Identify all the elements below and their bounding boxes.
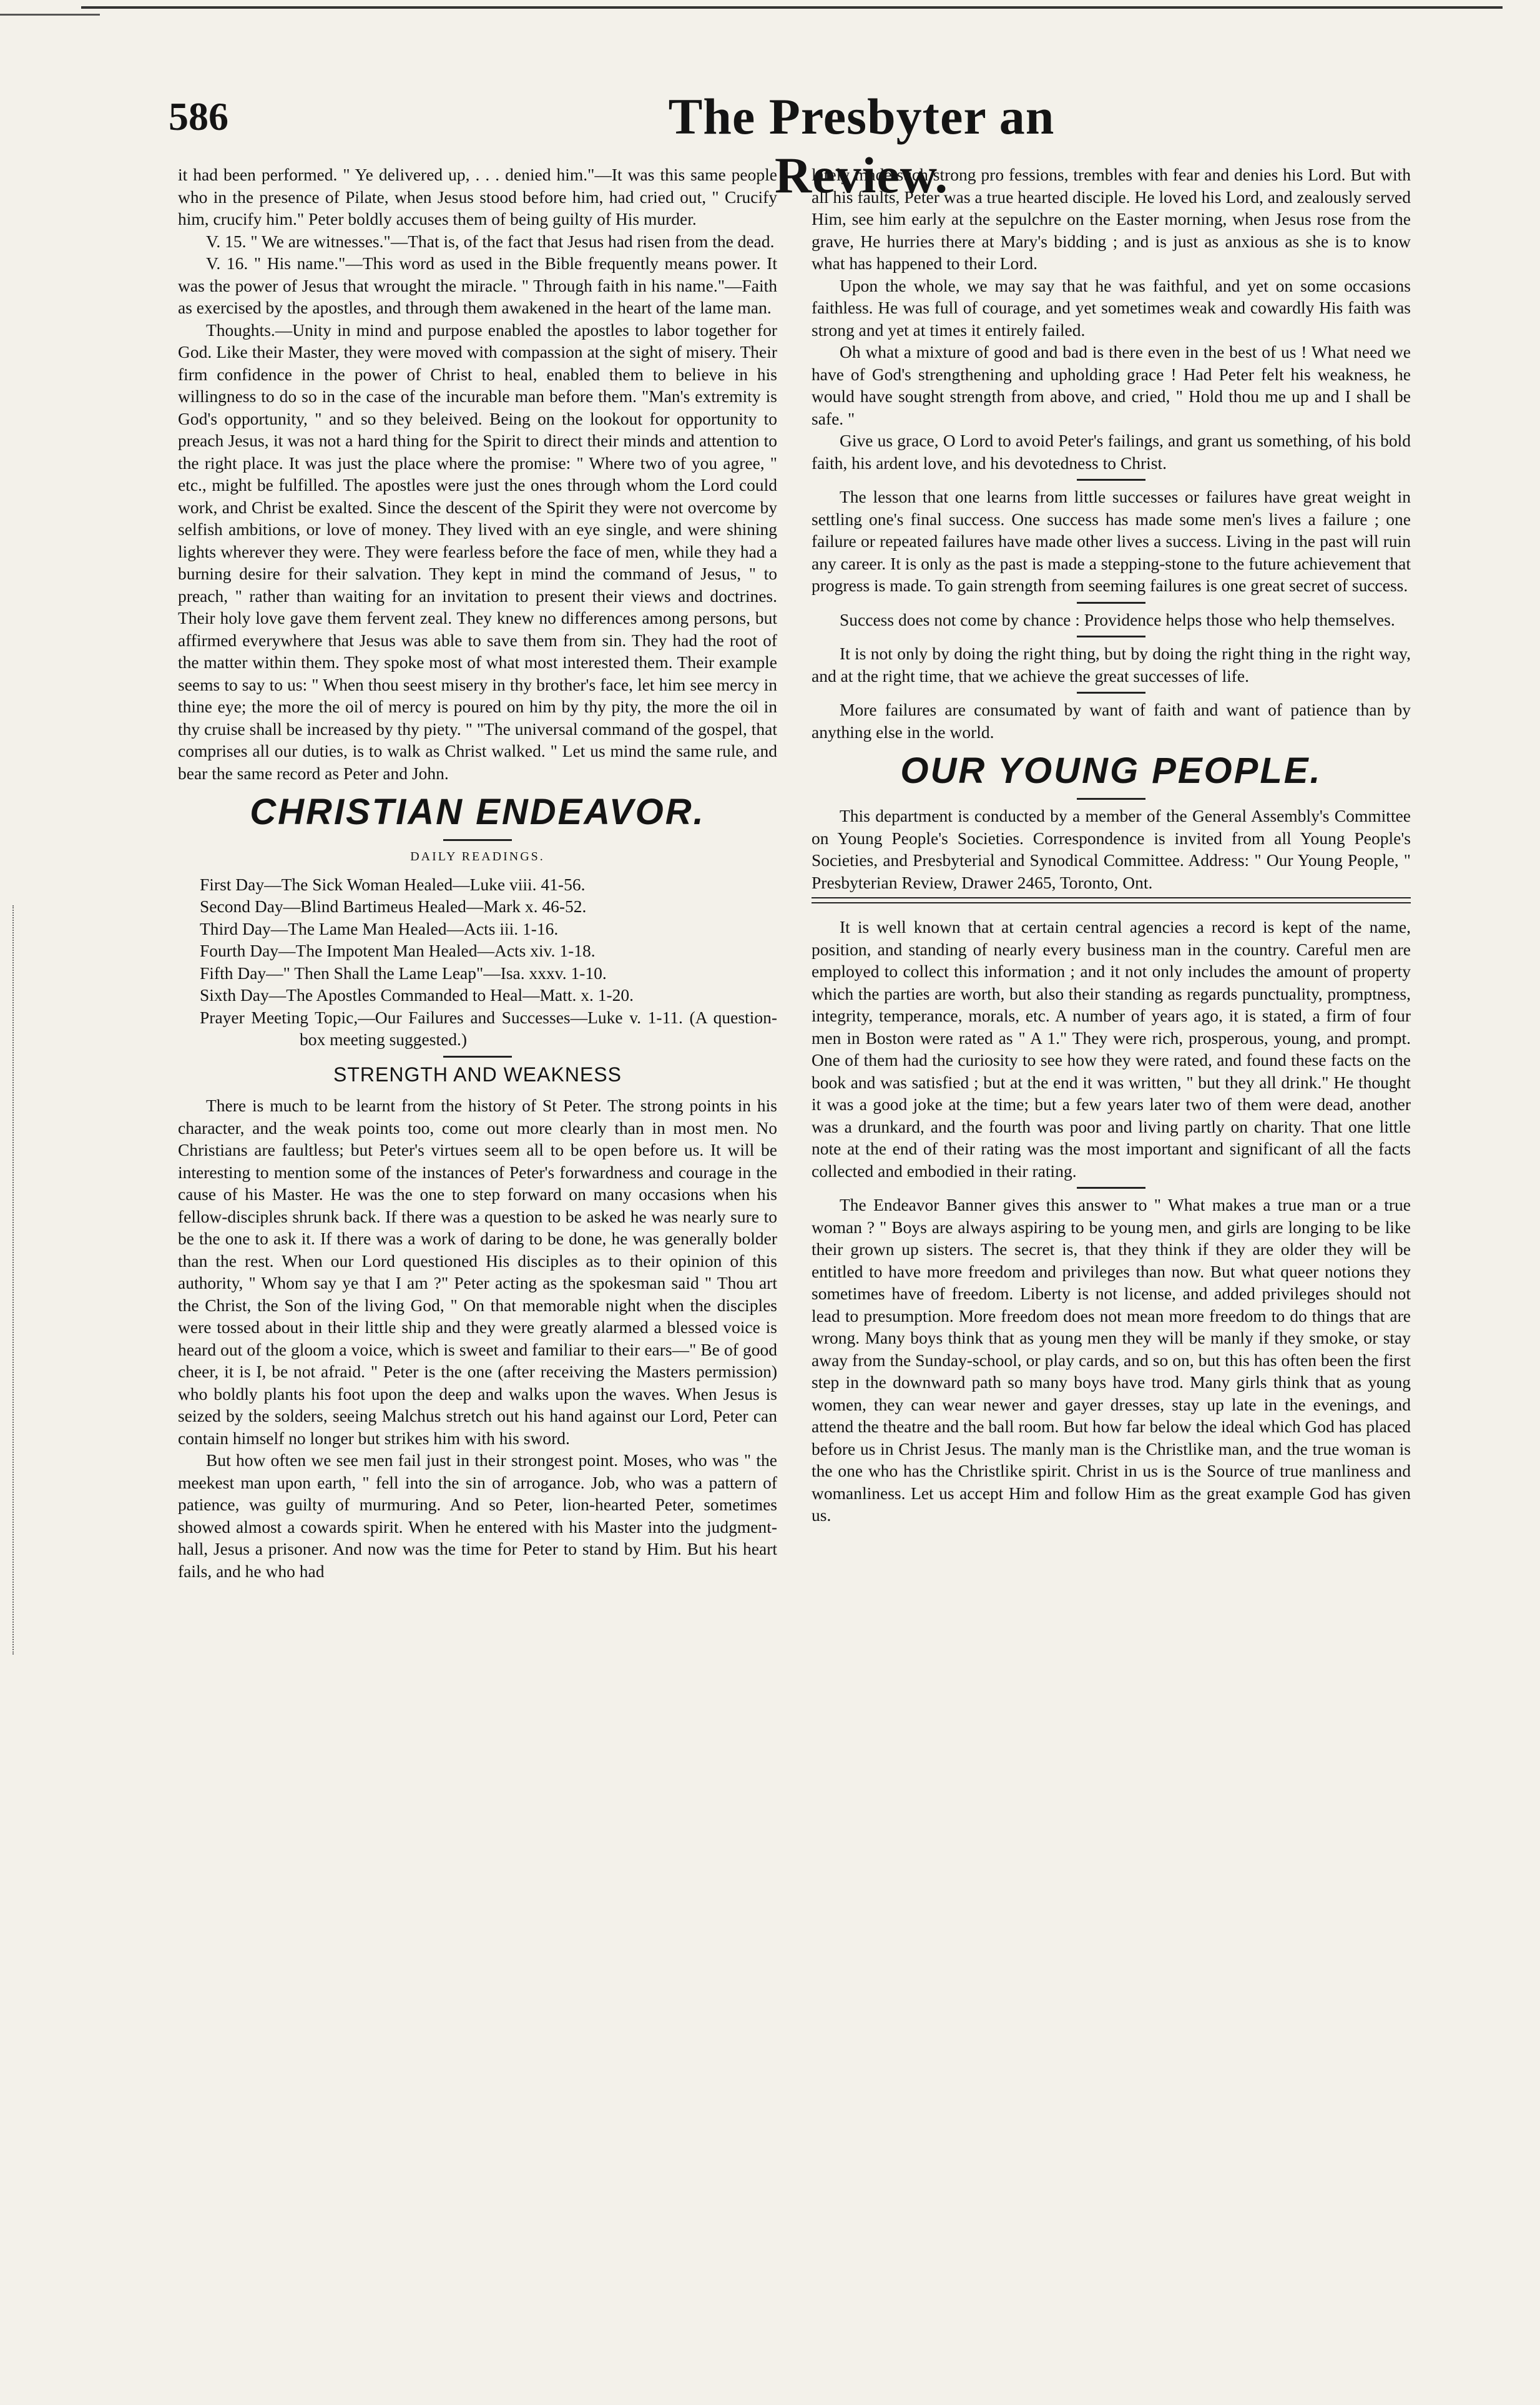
strength-weakness-heading: STRENGTH AND WEAKNESS — [333, 1063, 622, 1086]
divider — [443, 839, 512, 841]
article-paragraph: Upon the whole, we may say that he was faithful, and yet on some occasions faithless. He was full of courage, and yet sometimes weak and cowardly His faith was strong and yet at times it entirely failed. — [812, 275, 1411, 340]
note-paragraph: It is not only by doing the right thing, but by doing the right thing in the right way, and at the right time, that we achieve the great successes of life. — [812, 644, 1411, 686]
daily-readings-subhead: DAILY READINGS. — [410, 850, 545, 863]
reading-item: Sixth Day—The Apostles Commanded to Heal—Matt. x. 1-20. — [200, 985, 634, 1005]
top-border-rule — [81, 6, 1503, 9]
margin-marks — [12, 905, 22, 1655]
double-divider — [812, 897, 1411, 903]
department-intro: This department is conducted by a member of the General Assembly's Committee on Young People's Societies. Correspondence is invited from all Young People's Societies, and Presbyterial and Synodical Committee. Address: " Our Young People, " Presbyterian Review, Drawer 2465, Toronto, Ont. — [812, 806, 1411, 892]
reading-item: Fifth Day—" Then Shall the Lame Leap"—Isa. xxxv. 1-10. — [200, 963, 607, 983]
divider — [1077, 1187, 1145, 1189]
article-paragraph: The Endeavor Banner gives this answer to " What makes a true man or a true woman ? " Boys are always aspiring to be young men, and girls are longing to be like their grown up sisters. The secret is, that they think if they are older they will be entitled to have more freedom and privileges than now. But what queer notions they sometimes have of freedom. Liberty is not license, and added privileges should not lead to presumption. More freedom does not mean more freedom to do things that are wrong. Many boys think that as young men they will be manly if they smoke, or stay away from the Sunday-school, or play cards, and so on, but this has often been the first step in the downward path so many boys have trod. Many girls think that as young women, they can wear newer and gayer dresses, stay up late in the evenings, and attend the theatre and the ball room. But how far below the ideal which God has placed before us in Christ Jesus. The manly man is the Christlike man, and the true woman is the one who has the Christlike spirit. Christ in us is the Source of true manliness and womanliness. Let us accept Him and follow Him as the great example God has given us. — [812, 1195, 1411, 1525]
article-paragraph: It is well known that at certain central agencies a record is kept of the name, position, and standing of nearly every business man in the country. Careful men are employed to collect this information ; and it not only includes the amount of property which the parties are worth, but also their standing as regards punctuality, promptness, integrity, temperance, morals, etc. A number of years ago, it is stated, a firm of four men in Boston were rated as " A 1." They were rich, prosperous, young, and prompt. One of them had the curiosity to see how they were rated, and found these facts on the book and was satisfied ; but at the end it was written, " but they all drink." He thought it was a good joke at the time; but a few years later two of them were dead, another was a drunkard, and the fourth was poor and living partly on charity. That one little note at the end of their rating was the most important and significant of all the facts collected and embodied in their rating. — [812, 917, 1411, 1181]
note-paragraph: More failures are consumated by want of faith and want of patience than by anything else in the world. — [812, 700, 1411, 742]
divider — [1077, 798, 1145, 800]
divider — [1077, 602, 1145, 604]
article-paragraph: V. 16. " His name."—This word as used in the Bible frequently means power. It was the power of Jesus that wrought the miracle. " Through faith in his name."—Faith as exercised by the apostles, and through them awakened in the heart of the lame man. — [178, 253, 777, 317]
article-paragraph: Oh what a mixture of good and bad is there even in the best of us ! What need we have of God's strengthening and upholding grace ! Had Peter felt his weakness, he would have sought strength from above, and cried, " Hold thou me up and I shall be safe. " — [812, 342, 1411, 428]
divider — [1077, 479, 1145, 481]
article-paragraph: Give us grace, O Lord to avoid Peter's failings, and grant us something, of his bold faith, his ardent love, and his devotedness to Christ. — [812, 431, 1411, 473]
right-column — [812, 164, 1411, 1527]
page-number: 586 — [169, 94, 228, 139]
article-paragraph: it had been performed. " Ye delivered up, . . . denied him."—It was this same people who in the presence of Pilate, when Jesus stood before him, had cried out, " Crucify him, crucify him." Peter boldly accuses them of being guilty of His murder. — [178, 165, 777, 229]
article-paragraph: lately made such strong pro fessions, trembles with fear and denies his Lord. But with all his faults, Peter was a true hearted disciple. He loved his Lord, and zealously served Him, see him early at the sepulchre on the Easter morning, when Jesus rose from the grave, He hurries there at Mary's bidding ; and is just as anxious as she is to know what has happened to their Lord. — [812, 165, 1411, 273]
masthead-title: The Presbyter an Review. — [668, 88, 1055, 204]
article-paragraph: Thoughts.—Unity in mind and purpose enabled the apostles to labor together for God. Like their Master, they were moved with compassion at the sight of misery. Their firm confidence in the power of Christ to heal, enabled them to believe in his willingness to do so in the case of the incurable man before them. "Man's extremity is God's opportunity, " and so they beleived. Being on the lookout for opportunity to preach Jesus, it was not a hard thing for the Spirit to direct their minds and attention to the right place. It was just the place where the promise: " Where two of you agree, " etc., might be fulfilled. The apostles were just the ones through whom the Lord could work, and Christ be exalted. Since the descent of the Spirit they were not overcome by selfish ambitions, or love of money. They lived with an eye single, and were shining lights wherever they were. They were fearless before the face of men, while they had a burning desire for their salvation. They kept in mind the command of Jesus, " to preach, " rather than waiting for an invitation to present their views and doctrines. Their holy love gave them fervent zeal. They knew no differences among persons, but affirmed everywhere that Jesus was able to save them from sin. They had the root of the matter within them. They spoke most of what most interested them. Their example seems to say to us: " When thou seest misery in thy brother's face, let him see mercy in thine eye; the more the oil of mercy is poured on him by thy pity, the more the oil in thy cruise shall be increased by thy piety. " "The universal command of the gospel, that comprises all our duties, is to walk as Christ walked. " Let us mind the same rule, and bear the same record as Peter and John. — [178, 320, 777, 783]
divider — [1077, 692, 1145, 694]
reading-item: Fourth Day—The Impotent Man Healed—Acts xiv. 1-18. — [200, 941, 596, 960]
reading-item: First Day—The Sick Woman Healed—Luke viii. 41-56. — [200, 874, 586, 894]
prayer-meeting-topic: Prayer Meeting Topic,—Our Failures and Successes—Luke v. 1-11. (A question-box meeting suggested.) — [200, 1007, 777, 1049]
christian-endeavor-heading: CHRISTIAN ENDEAVOR. — [250, 792, 705, 832]
divider — [1077, 636, 1145, 637]
reading-item: Second Day—Blind Bartimeus Healed—Mark x. 46-52. — [200, 897, 587, 916]
top-corner-rule — [0, 14, 100, 16]
note-paragraph: Success does not come by chance : Providence helps those who help themselves. — [840, 609, 1395, 629]
note-paragraph: The lesson that one learns from little successes or failures have great weight in settling one's final success. One success has made some men's lives a failure ; one failure or repeated failures have made other lives a success. Living in the past will ruin any career. It is only as the past is made a stepping-stone to the future achievement that progress is made. To gain strength from seeming failures is one great secret of success. — [812, 487, 1411, 595]
article-paragraph: But how often we see men fail just in their strongest point. Moses, who was " the meekest man upon earth, " fell into the sin of arrogance. Job, who was a pattern of patience, was guilty of murmuring. And so Peter, lion-hearted Peter, sometimes showed almost a cowards spirit. When he entered with his Master into the judgment-hall, Jesus a prisoner. And now was the time for Peter to stand by Him. But his heart fails, and he who had — [178, 1450, 777, 1581]
divider — [443, 1056, 512, 1058]
left-column — [178, 164, 777, 1582]
article-paragraph: V. 15. " We are witnesses."—That is, of the fact that Jesus had risen from the dead. — [206, 231, 775, 251]
our-young-people-heading: OUR YOUNG PEOPLE. — [900, 750, 1322, 791]
article-paragraph: There is much to be learnt from the history of St Peter. The strong points in his character, and the weak points too, come out more clearly than in most men. No Christians are faultless; but Peter's virtues seem all to be open before us. It will be interesting to mention some of the instances of Peter's forwardness and courage in the cause of his Master. He was the one to step forward on many occasions when his fellow-disciples shrunk back. If there was a question to be asked he was nearly sure to be the one to ask it. If there was a work of daring to be done, he was generally bolder than the rest. When our Lord questioned His disciples as to their opinion of this authority, " Whom say ye that I am ?" Peter acting as the spokesman said " Thou art the Christ, the Son of the living God, " On that memorable night when the disciples were tossed about in their little ship and they were greatly alarmed a blessed voice is heard out of the gloom a voice, which is sweet and familiar to their ears—" Be of good cheer, it is I, be not afraid. " Peter is the one (after receiving the Masters permission) who boldly plants his foot upon the deep and walks upon the waves. When Jesus is seized by the solders, seeing Malchus stretch out his hand against our Lord, Peter can contain himself no longer but strikes him with his sword. — [178, 1096, 777, 1448]
reading-item: Third Day—The Lame Man Healed—Acts iii. 1-16. — [200, 918, 559, 938]
